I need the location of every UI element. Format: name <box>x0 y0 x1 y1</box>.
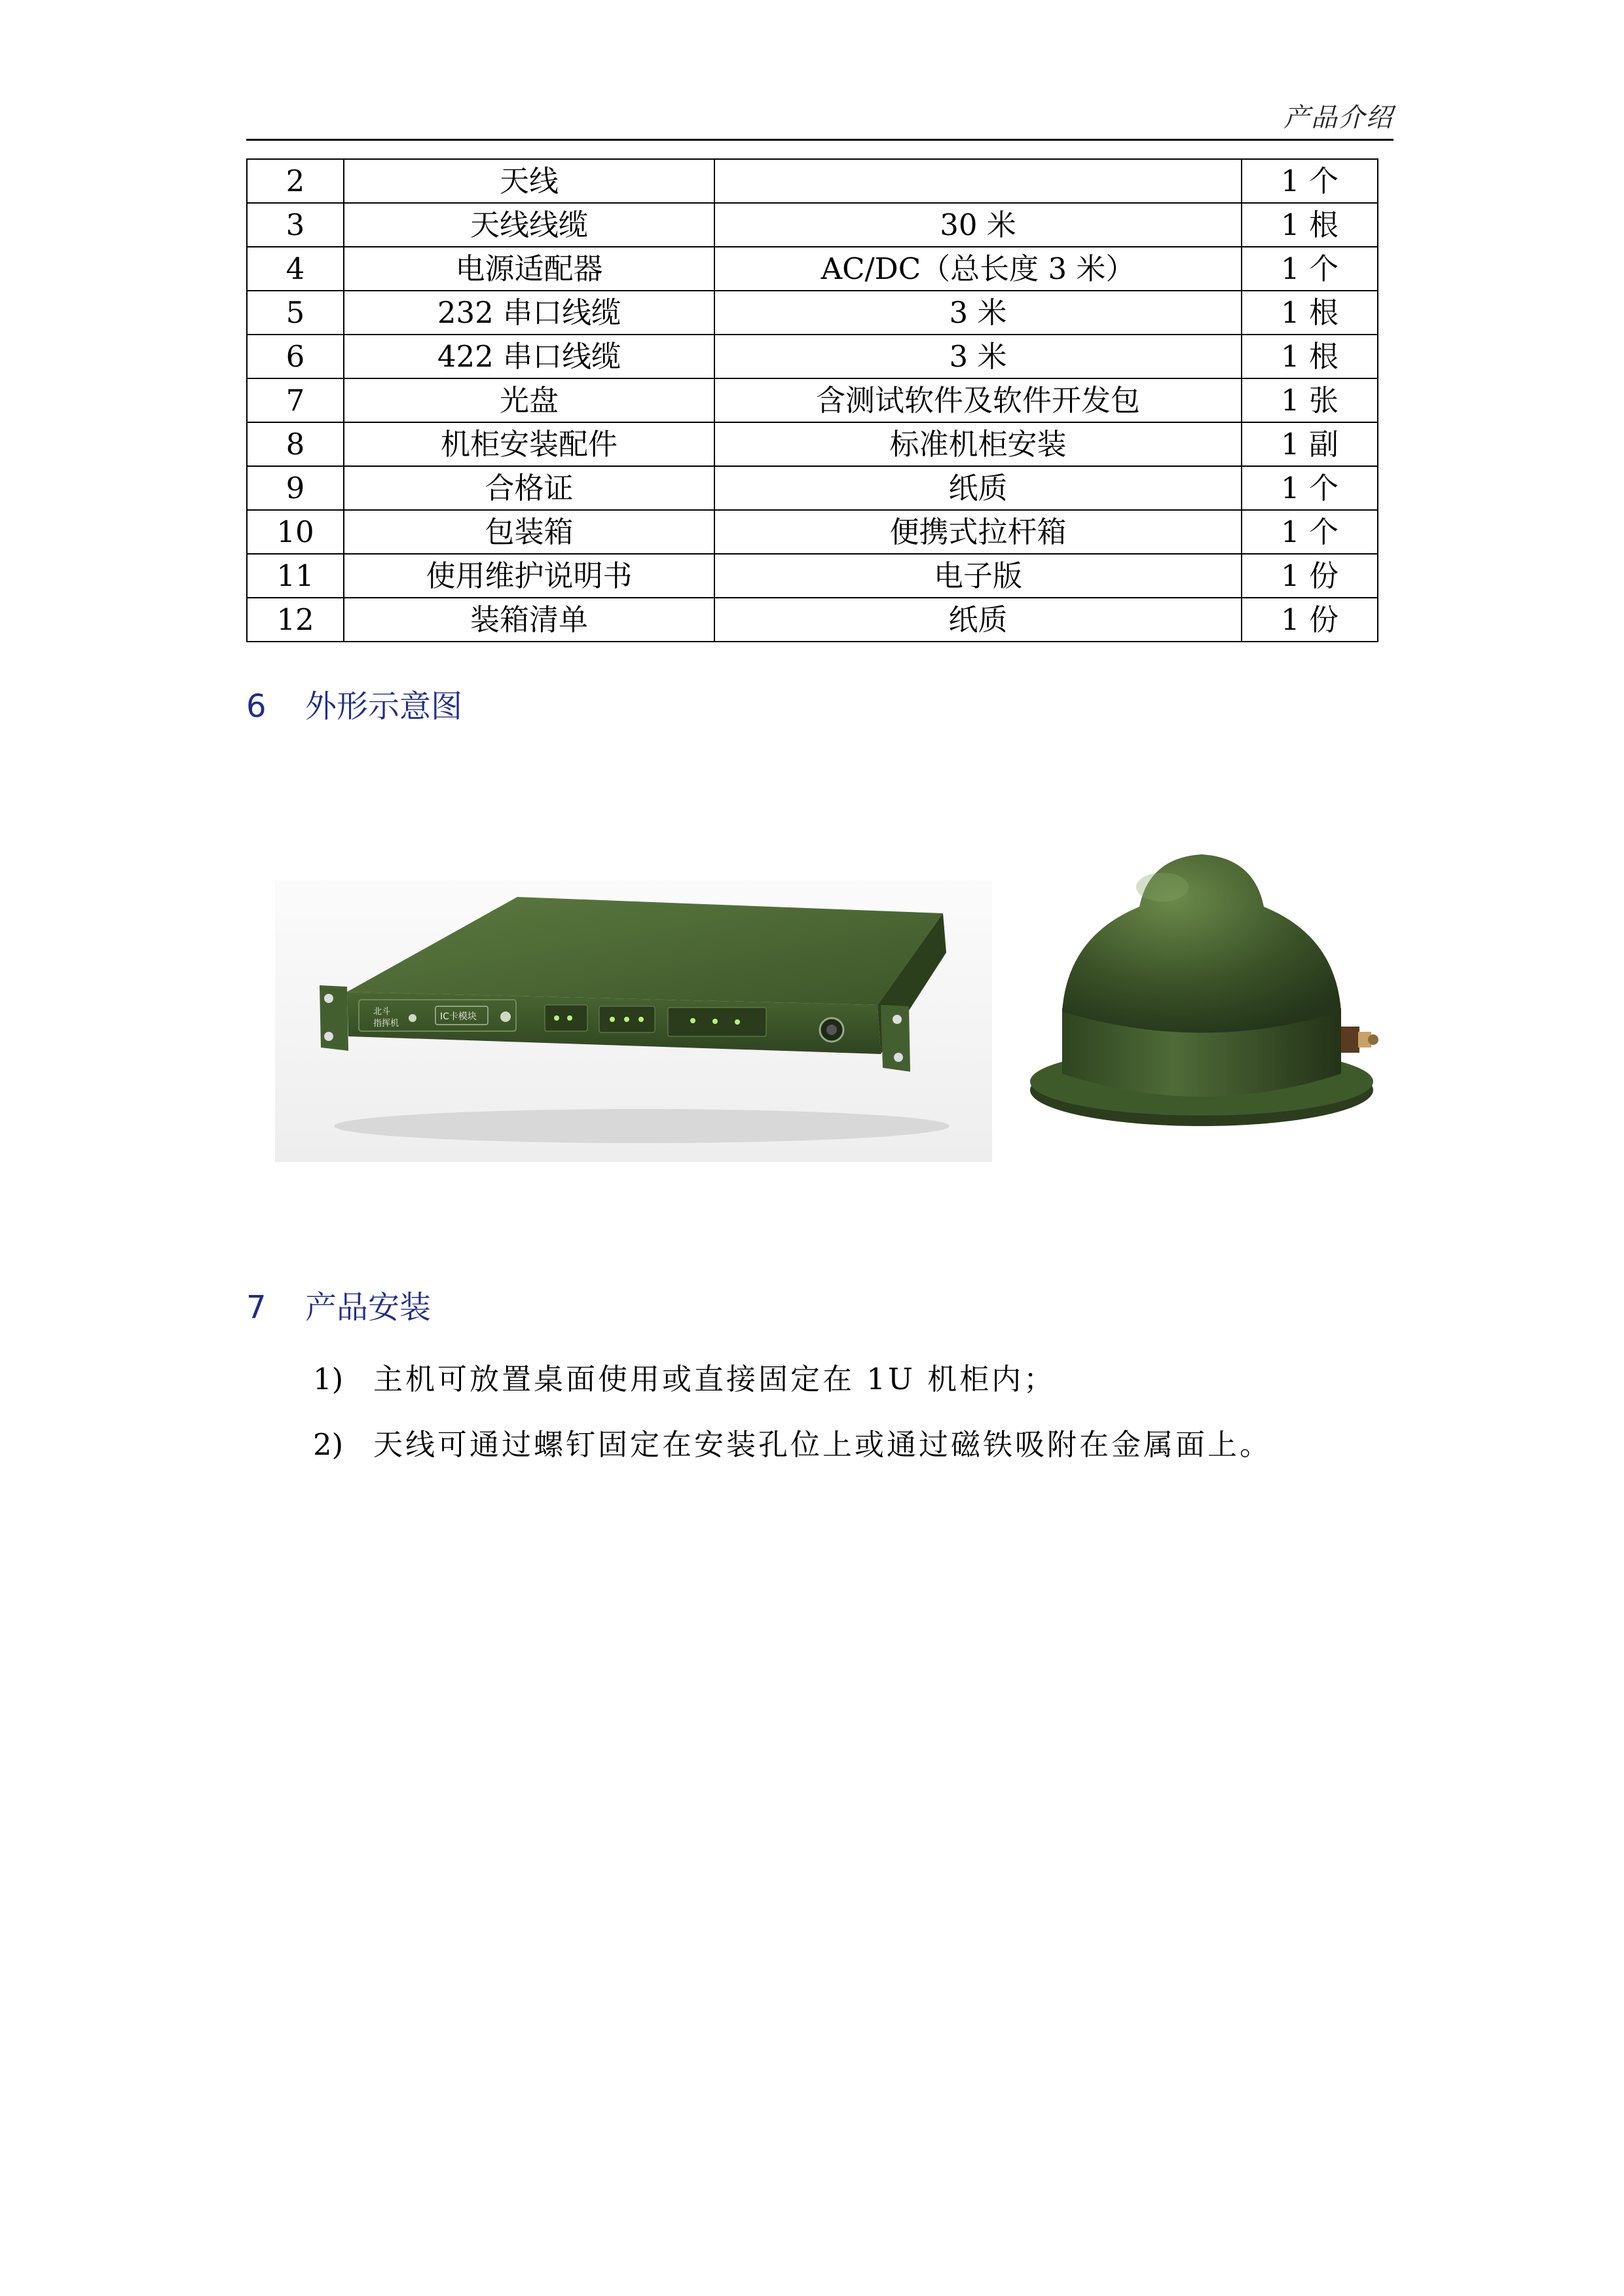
row-number: 2 <box>247 159 344 203</box>
row-number: 11 <box>247 554 344 598</box>
item-name: 合格证 <box>344 466 714 510</box>
item-name: 422 串口线缆 <box>344 335 714 378</box>
list-item <box>313 1421 1272 1463</box>
table-row <box>247 554 1378 598</box>
item-quantity: 1 根 <box>1242 335 1378 378</box>
packing-list-table <box>246 158 1378 642</box>
item-name: 天线 <box>344 159 714 203</box>
row-number: 5 <box>247 291 344 335</box>
item-quantity: 1 副 <box>1242 422 1378 466</box>
item-spec <box>714 159 1242 203</box>
item-quantity: 1 张 <box>1242 378 1378 422</box>
section-title: 外形示意图 <box>305 688 463 725</box>
table-row <box>247 598 1378 642</box>
item-name: 电源适配器 <box>344 247 714 291</box>
running-header: 产品介绍 <box>1283 103 1393 133</box>
item-name: 232 串口线缆 <box>344 291 714 335</box>
section-number: 6 <box>246 688 267 725</box>
table-row <box>247 378 1378 422</box>
row-number: 6 <box>247 335 344 378</box>
item-spec: 便携式拉杆箱 <box>714 510 1242 554</box>
row-number: 4 <box>247 247 344 291</box>
row-number: 3 <box>247 203 344 247</box>
row-number: 9 <box>247 466 344 510</box>
list-marker: 2) <box>313 1427 344 1462</box>
item-spec: 含测试软件及软件开发包 <box>714 378 1242 422</box>
host-unit-image <box>275 881 992 1162</box>
item-quantity: 1 个 <box>1242 247 1378 291</box>
item-spec: AC/DC（总长度 3 米） <box>714 247 1242 291</box>
item-spec: 3 米 <box>714 291 1242 335</box>
item-spec: 电子版 <box>714 554 1242 598</box>
item-quantity: 1 个 <box>1242 510 1378 554</box>
list-item <box>313 1355 1056 1398</box>
item-name: 包装箱 <box>344 510 714 554</box>
list-marker: 1) <box>313 1362 344 1396</box>
table-row <box>247 159 1378 203</box>
host-panel-label-2: 指挥机 <box>373 1019 399 1029</box>
item-name: 装箱清单 <box>344 598 714 642</box>
table-row <box>247 335 1378 378</box>
item-name: 光盘 <box>344 378 714 422</box>
table-row <box>247 510 1378 554</box>
item-quantity: 1 根 <box>1242 291 1378 335</box>
item-spec: 标准机柜安装 <box>714 422 1242 466</box>
item-name: 使用维护说明书 <box>344 554 714 598</box>
section-7-heading <box>246 1282 431 1327</box>
item-spec: 3 米 <box>714 335 1242 378</box>
list-text: 主机可放置桌面使用或直接固定在 1U 机柜内； <box>373 1362 1056 1396</box>
row-number: 7 <box>247 378 344 422</box>
table-row <box>247 466 1378 510</box>
item-quantity: 1 根 <box>1242 203 1378 247</box>
item-quantity: 1 份 <box>1242 554 1378 598</box>
item-spec: 纸质 <box>714 598 1242 642</box>
antenna-image <box>1028 845 1395 1133</box>
item-quantity: 1 个 <box>1242 466 1378 510</box>
row-number: 10 <box>247 510 344 554</box>
row-number: 8 <box>247 422 344 466</box>
list-text: 天线可通过螺钉固定在安装孔位上或通过磁铁吸附在金属面上。 <box>373 1427 1272 1462</box>
host-panel-label-1: 北斗 <box>373 1007 391 1017</box>
table-row <box>247 203 1378 247</box>
section-number: 7 <box>246 1289 267 1326</box>
table-row <box>247 247 1378 291</box>
table-row <box>247 422 1378 466</box>
row-number: 12 <box>247 598 344 642</box>
item-quantity: 1 个 <box>1242 159 1378 203</box>
item-spec: 纸质 <box>714 466 1242 510</box>
item-spec: 30 米 <box>714 203 1242 247</box>
table-row <box>247 291 1378 335</box>
header-rule <box>246 139 1393 141</box>
section-title: 产品安装 <box>305 1289 432 1326</box>
item-name: 机柜安装配件 <box>344 422 714 466</box>
section-6-heading <box>246 681 462 726</box>
item-name: 天线线缆 <box>344 203 714 247</box>
item-quantity: 1 份 <box>1242 598 1378 642</box>
host-module-label: IC卡模块 <box>440 1011 477 1022</box>
